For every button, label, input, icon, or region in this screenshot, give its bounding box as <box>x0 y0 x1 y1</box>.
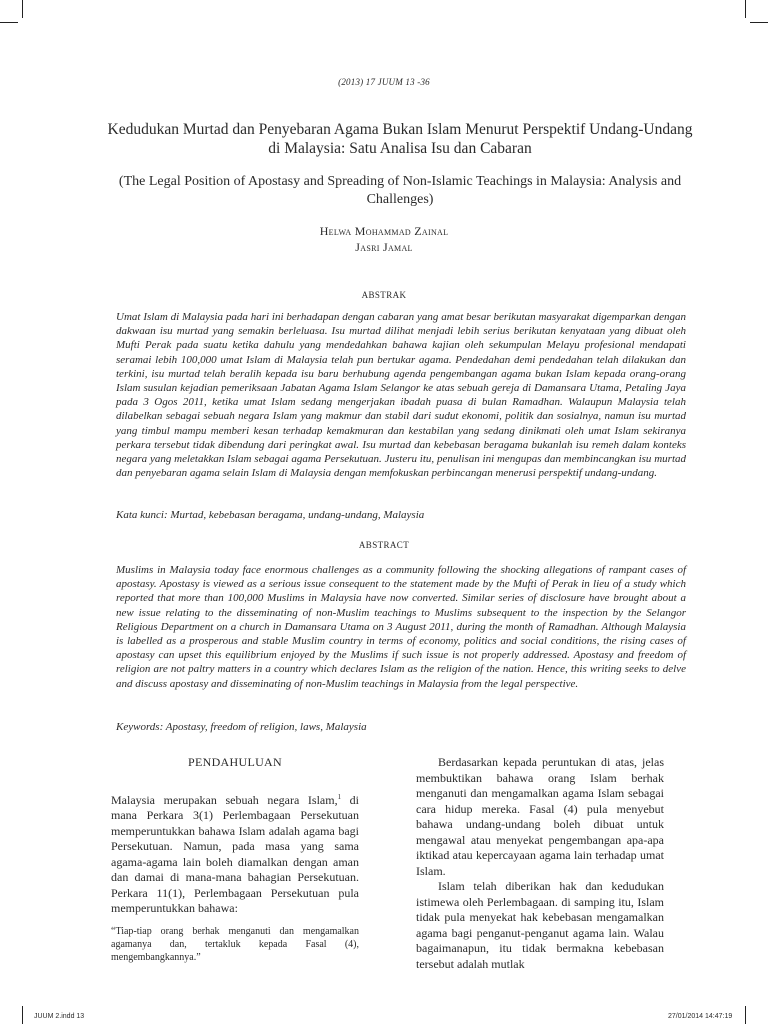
title-malay: Kedudukan Murtad dan Penyebaran Agama Bukan Islam Menurut Perspektif Undang-Undang di Malaysia: Satu Analisa Isu dan Cabaran <box>107 121 693 157</box>
body-text: Malaysia merupakan sebuah negara Islam, <box>111 792 338 807</box>
block-quote: “Tiap-tiap orang berhak menganuti dan mengamalkan agamanya dan, tertakluk kepada Fasal (4), mengembangkannya.” <box>111 925 359 963</box>
body-text: di mana Perkara 3(1) Perlembagaan Persekutuan memperuntukkan bahawa Islam adalah agama bagi Persekutuan. Namun, pada masa yang sama agama-agama lain boleh diamalkan dengan aman dan damai di mana-mana bahagian Persekutuan. Perkara 11(1), Perlembagaan Persekutuan pula memperuntukkan bahawa: <box>111 792 359 915</box>
abstrak-keywords: Kata kunci: Murtad, kebebasan beragama, undang-undang, Malaysia <box>116 509 425 521</box>
crop-mark <box>745 0 746 18</box>
section-heading: PENDAHULUAN <box>188 755 282 769</box>
body-paragraph: Berdasarkan kepada peruntukan di atas, jelas membuktikan bahawa orang Islam berhak menganuti dan mengamalkan agama Islam sebagai cara hidup mereka. Fasal (4) pula menyebut bahawa undang-undang boleh dibuat untuk mengawal atau menyekat pengembangan apa-apa iktikad atau kepercayaan agama lain terhadap umat Islam. <box>416 755 664 878</box>
abstrak-label: ABSTRAK <box>361 290 407 300</box>
title-english: (The Legal Position of Apostasy and Spreading of Non-Islamic Teachings in Malaysia: Analysis and Challenges) <box>118 174 682 207</box>
author-name: Helwa Mohammad Zainal <box>319 224 449 238</box>
abstrak-text: Umat Islam di Malaysia pada hari ini berhadapan dengan cabaran yang amat besar berikutan masyarakat digemparkan dengan dakwaan isu murtad yang semakin berleluasa. Isu murtad dilihat menjadi lebih serius berikutan kenyataan yang dibuat oleh Mufti Perak pada suatu ketika dahulu yang mendedahkan bahawa kajian oleh sekumpulan Melayu profesional mendapati seramai lebih 100,000 umat Islam di Malaysia telah pun bertukar agama. Pendedahan demi pendedahan telah dilakukan dan terkini, isu murtad telah beralih kepada isu baru berhubung agenda pengembangan agama bukan Islam kepada orang-orang Islam susulan kejadian pemeriksaan Jabatan Agama Islam Selangor ke atas sebuah gereja di Damansara Utama, Petaling Jaya pada 3 Ogos 2011, ketika umat Islam sedang mengerjakan ibadah puasa di bulan Ramadhan. Walaupun Malaysia telah dilabelkan sebagai sebuah negara Islam yang makmur dan stabil dari sudut ekonomi, politik dan sosialnya, namun isu murtad yang timbul mampu memberi kesan terhadap kemakmuran dan kestabilan yang sedang dinikmati oleh umat Islam sekiranya perkara tersebut tidak dibendung dari peringkat awal. Isu murtad dan kebebasan beragama bukanlah isu remeh dalam konteks negara yang meletakkan Islam sebagai agama Persekutuan. Justeru itu, penulisan ini mengupas dan membincangkan isu murtad dan penyebaran agama selain Islam di Malaysia dengan memfokuskan perbincangan menerusi perspektif undang-undang. <box>116 311 686 480</box>
abstract-keywords: Keywords: Apostasy, freedom of religion, laws, Malaysia <box>116 721 367 733</box>
crop-mark <box>0 22 18 23</box>
right-column <box>416 755 664 972</box>
left-column <box>111 755 359 964</box>
footnote-marker: 1 <box>337 792 342 801</box>
crop-mark <box>750 22 768 23</box>
body-paragraph <box>111 793 359 917</box>
crop-mark <box>745 1006 746 1024</box>
body-paragraph: Islam telah diberikan hak dan kedudukan istimewa oleh Perlembagaan. di samping itu, Islam tidak pula menyekat hak kebebasan mengamalkan agama bagi penganut-penganut agama lain. Walau bagaimanapun, itu tidak bermakna kebebasan tersebut adalah mutlak <box>416 879 664 971</box>
author-name: Jasri Jamal <box>355 240 413 254</box>
running-head: (2013) 17 JUUM 13 -36 <box>338 77 430 87</box>
abstract-label: ABSTRACT <box>358 540 410 550</box>
crop-mark <box>22 1006 23 1024</box>
print-slug-timestamp: 27/01/2014 14:47:19 <box>668 1013 733 1020</box>
abstract-text: Muslims in Malaysia today face enormous challenges as a community following the shocking allegations of rampant cases of apostasy. Apostasy is viewed as a serious issue consequent to the statement made by the Mufti of Perak in lieu of a study which reported that more than 100,000 Muslims in Malaysia have now converted. Similar series of disclosure have brought about a new issue relating to the disseminating of non-Muslim teachings to Muslims subsequent to the inspection by the Selangor Religious Department on a church in Damansara Utama on 3 August 2011, during the month of Ramadhan. Although Malaysia is labelled as a prosperous and stable Muslim country in terms of economy, politics and social conditions, the rising cases of apostasy can upset this equilibrium enjoyed by the Muslims if such issue is not properly addressed. Apostasy and freedom of religion are not paltry matters in a country which declares Islam as the religion of the nation. Hence, this writing seeks to delve and discuss apostasy and disseminating of non-Muslim teachings in Malaysia from the legal perspective. <box>116 564 686 690</box>
print-slug-file: JUUM 2.indd 13 <box>34 1013 85 1020</box>
crop-mark <box>22 0 23 18</box>
